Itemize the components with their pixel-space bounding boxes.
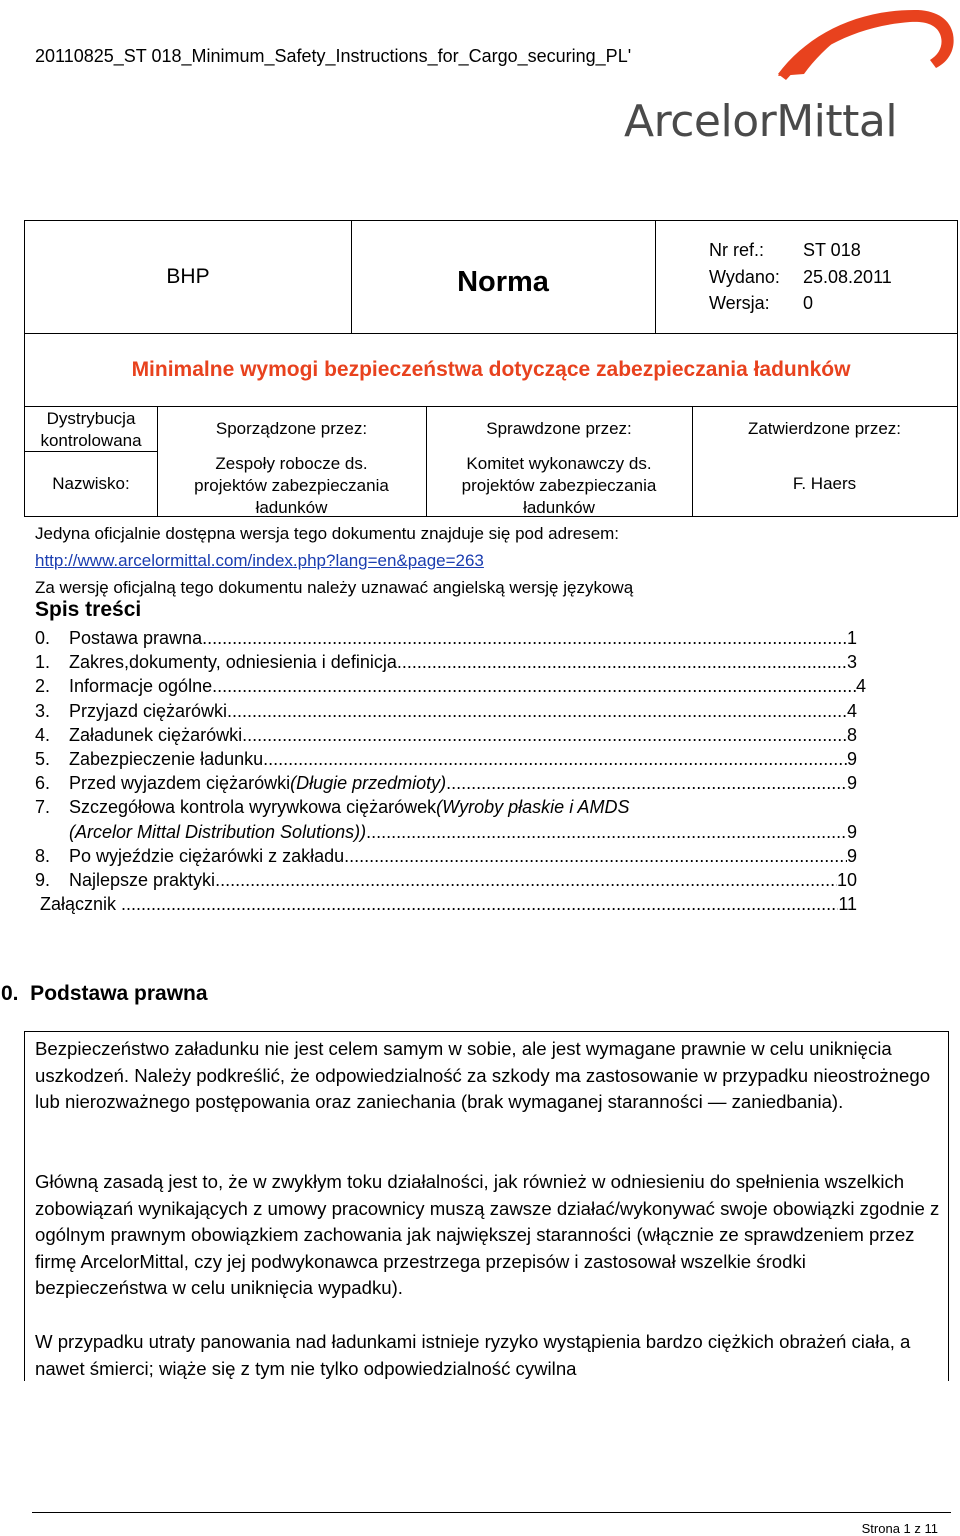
toc-number: 7. bbox=[35, 797, 51, 818]
toc-leader bbox=[212, 674, 856, 698]
official-version-note: Jedyna oficjalnie dostępna wersja tego dokumentu znajduje się pod adresem: bbox=[35, 524, 620, 543]
header-table bbox=[24, 220, 958, 517]
toc-number: 5. bbox=[35, 748, 51, 769]
reference-block bbox=[709, 237, 892, 317]
toc-page: 9 bbox=[846, 821, 857, 842]
prepared-value bbox=[157, 453, 426, 516]
toc-number: 4. bbox=[35, 724, 51, 745]
toc-page: 10 bbox=[836, 869, 857, 890]
toc-number: 1. bbox=[35, 652, 51, 673]
toc-page: 4 bbox=[855, 676, 866, 697]
toc-page: 1 bbox=[846, 628, 857, 648]
toc-item[interactable] bbox=[35, 747, 857, 771]
toc-number: 6. bbox=[35, 773, 51, 794]
toc-leader bbox=[344, 844, 847, 868]
toc-label: Informacje ogólne bbox=[69, 676, 213, 697]
name-label: Nazwisko: bbox=[52, 473, 130, 493]
paragraph-2: Główną zasadą jest to, że w zwykłym toku działalności, jak również w odniesieniu do spełnienia wszelkich zobowiązań wynikających z umowy pracownicy muszą zawsze działać/wykonywać swoje obowiązki zgodnie z ogólnym prawnym obowiązkiem zachowania jak największej staranności (włącznie ze sprawdzeniem przez firmę ArcelorMittal, czy jej podwykonawca przestrzega przepisów i zastosował wszelkie środki bezpieczeństwa w celu uniknięcia wypadku). bbox=[35, 1171, 940, 1299]
toc-leader bbox=[202, 626, 847, 650]
issued-value: 25.08.2011 bbox=[803, 266, 892, 287]
toc-leader bbox=[242, 723, 847, 747]
english-version-note: Za wersję oficjalną tego dokumentu należy uznawać angielską wersję językową bbox=[35, 578, 634, 597]
toc-leader bbox=[121, 892, 838, 916]
toc-item[interactable] bbox=[35, 650, 857, 674]
toc-page: 9 bbox=[846, 845, 857, 866]
toc-leader bbox=[227, 699, 847, 723]
toc-label: Przyjazd ciężarówki bbox=[69, 700, 228, 721]
toc-label-italic: (Arcelor Mittal Distribution Solutions)) bbox=[69, 821, 367, 842]
toc-label-italic: (Długie przedmioty) bbox=[290, 773, 447, 794]
toc-item[interactable] bbox=[35, 868, 857, 892]
ref-value: ST 018 bbox=[803, 240, 861, 260]
toc-item[interactable] bbox=[35, 674, 866, 698]
reviewed-line2: projektów zabezpieczania bbox=[461, 476, 657, 495]
toc-item[interactable] bbox=[35, 699, 857, 723]
page-number: Strona 1 z 11 bbox=[861, 1521, 938, 1536]
toc-label: Postawa prawna bbox=[69, 628, 203, 648]
toc-leader bbox=[397, 650, 847, 674]
toc-label: Przed wyjazdem ciężarówki bbox=[69, 773, 291, 794]
document-title: Minimalne wymogi bezpieczeństwa dotyczące zabezpieczania ładunków bbox=[131, 357, 851, 381]
toc-item[interactable] bbox=[35, 892, 857, 916]
doc-type-cell: Norma bbox=[457, 265, 549, 298]
toc-page: 9 bbox=[846, 748, 857, 769]
prepared-line1: Zespoły robocze ds. bbox=[215, 454, 368, 473]
issued-label: Wydano: bbox=[709, 266, 780, 287]
toc-title: Spis treści bbox=[35, 598, 142, 621]
legal-basis-box bbox=[24, 1031, 949, 1381]
toc-item[interactable] bbox=[35, 723, 857, 747]
toc-leader bbox=[263, 747, 847, 771]
document-filename: 20110825_ST 018_Minimum_Safety_Instructions_for_Cargo_securing_PL' bbox=[35, 46, 632, 66]
toc-page: 9 bbox=[846, 773, 857, 794]
distribution-line1: Dystrybucja bbox=[46, 409, 136, 428]
toc-page: 4 bbox=[846, 700, 857, 721]
footer-divider bbox=[32, 1512, 951, 1513]
paragraph-1: Bezpieczeństwo załadunku nie jest celem samym w sobie, ale jest wymagane prawnie w celu uniknięcia uszkodzeń. Należy podkreślić, że odpowiedzialność za szkody ma zastosowanie w przypadku nieostrożnego lub nierozważnego postępowania oraz zaniechania (brak wymaganej staranności — zaniedbania). bbox=[35, 1038, 931, 1113]
toc-number: 9. bbox=[35, 869, 51, 890]
toc-item[interactable] bbox=[35, 626, 857, 650]
toc-label: Szczegółowa kontrola wyrywkowa ciężarówek bbox=[69, 797, 437, 818]
toc-item[interactable] bbox=[35, 771, 857, 795]
toc-item-continuation[interactable] bbox=[35, 820, 857, 844]
reviewed-line1: Komitet wykonawczy ds. bbox=[466, 454, 652, 473]
toc-page: 3 bbox=[846, 652, 857, 673]
prepared-header: Sporządzone przez: bbox=[215, 419, 368, 438]
toc-label: Zakres,dokumenty, odniesienia i definicja bbox=[69, 652, 397, 673]
official-url-link[interactable]: http://www.arcelormittal.com/index.php?lang=en&page=263 bbox=[35, 551, 484, 570]
reviewed-value bbox=[426, 453, 692, 516]
toc-number: 0. bbox=[35, 628, 51, 648]
toc-label: Po wyjeździe ciężarówki z zakładu bbox=[69, 845, 345, 866]
ref-label: Nr ref.: bbox=[709, 240, 765, 260]
approved-header: Zatwierdzone przez: bbox=[747, 419, 902, 438]
prepared-line3: ładunków bbox=[255, 498, 328, 517]
toc-leader bbox=[366, 820, 847, 844]
toc-page: 8 bbox=[846, 724, 857, 745]
toc-page: 11 bbox=[838, 894, 857, 915]
toc-label: Zabezpieczenie ładunku bbox=[69, 748, 264, 769]
toc-leader bbox=[446, 771, 847, 795]
distribution-cell bbox=[25, 407, 157, 451]
toc-leader bbox=[215, 868, 837, 892]
reviewed-header: Sprawdzone przez: bbox=[486, 419, 632, 438]
category-cell: BHP bbox=[166, 265, 210, 288]
paragraph-3: W przypadku utraty panowania nad ładunkami istnieje ryzyko wystąpienia bardzo ciężkich obrażeń ciała, a nawet śmierci; wiąże się z tym nie tylko odpowiedzialność cywilna bbox=[35, 1331, 911, 1379]
table-of-contents bbox=[35, 626, 866, 916]
reviewed-line3: ładunków bbox=[523, 498, 595, 517]
toc-label: Najlepsze praktyki bbox=[69, 869, 216, 890]
toc-item[interactable] bbox=[35, 795, 857, 819]
toc-number: 8. bbox=[35, 845, 51, 866]
section-heading: 0. Podstawa prawna bbox=[1, 982, 208, 1005]
logo-wordmark: ArcelorMittal bbox=[624, 96, 898, 147]
toc-number: 3. bbox=[35, 700, 51, 721]
toc-label: Załącznik bbox=[35, 894, 122, 915]
toc-label: Załadunek ciężarówki bbox=[69, 724, 243, 745]
version-label: Wersja: bbox=[709, 293, 770, 313]
prepared-line2: projektów zabezpieczania bbox=[194, 476, 389, 495]
toc-item[interactable] bbox=[35, 844, 857, 868]
toc-label-italic: (Wyroby płaskie i AMDS bbox=[436, 797, 630, 818]
version-value: 0 bbox=[803, 293, 814, 313]
distribution-line2: kontrolowana bbox=[40, 431, 142, 450]
approved-value: F. Haers bbox=[792, 473, 857, 493]
toc-number: 2. bbox=[35, 676, 51, 697]
